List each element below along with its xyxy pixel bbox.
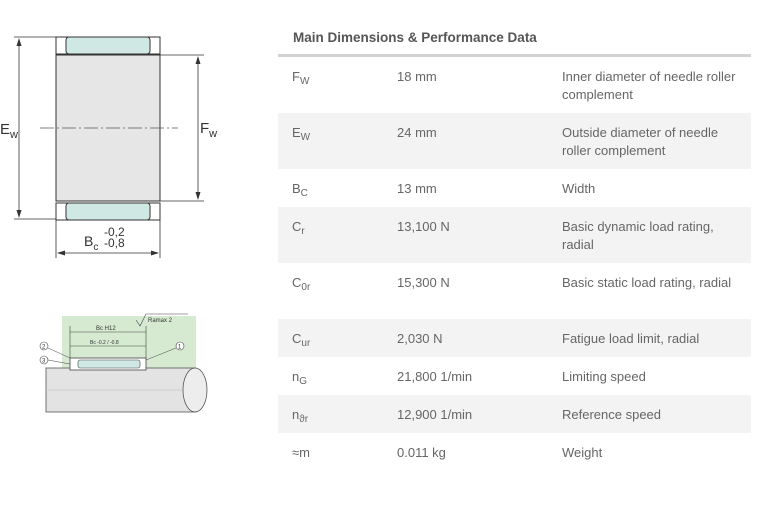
row-description: Reference speed [562, 407, 662, 422]
table-row [278, 169, 751, 207]
row-description: Basic static load rating, radial [562, 275, 732, 290]
row-description: Width [562, 181, 596, 196]
row-value: 21,800 1/min [397, 369, 473, 384]
fw-label: $F_w$ [200, 120, 218, 140]
row-description: Limiting speed [562, 369, 646, 384]
top-needle-roller [66, 37, 150, 54]
bc-tol-top: -0,2 [104, 225, 125, 239]
mount-bc-h12: Bc H12 [96, 326, 116, 332]
table-row [278, 395, 751, 433]
row-symbol: $B_C$ [292, 181, 308, 199]
row-symbol: $n_{ϑr}$ [292, 407, 309, 425]
row-symbol: $F_W$ [292, 69, 310, 87]
row-value: 13,100 N [397, 219, 450, 234]
row-description: Fatigue load limit, radial [562, 331, 700, 346]
row-symbol: $C_r$ [292, 219, 305, 237]
row-value: 0.011 kg [397, 445, 446, 460]
callout-2: 2 [42, 344, 46, 351]
row-symbol: $C_{ur}$ [292, 331, 311, 349]
mount-needle-roller [78, 360, 140, 368]
row-value: 15,300 N [397, 275, 450, 290]
row-description: Outside diameter of needle roller complement [562, 125, 719, 158]
row-description: Basic dynamic load rating, radial [562, 219, 714, 252]
callout-1: 1 [178, 344, 182, 351]
technical-drawings [0, 0, 270, 511]
table-row [278, 57, 751, 113]
bottom-needle-roller [66, 203, 150, 220]
table-row [278, 207, 751, 263]
mount-bc-tol: Bc -0.2 / -0.8 [90, 340, 119, 346]
table-row [278, 357, 751, 395]
table-row [278, 319, 751, 357]
table-row [278, 263, 751, 319]
row-description: Weight [562, 445, 603, 460]
table-row [278, 433, 751, 471]
ew-label: $E_w$ [0, 121, 18, 141]
performance-table [278, 24, 751, 471]
callout-3: 3 [42, 358, 46, 365]
mount-ramax: Ramax 2 [148, 318, 173, 324]
row-symbol: $C_{0r}$ [292, 275, 311, 293]
row-description: Inner diameter of needle roller complement [562, 69, 736, 102]
bearing-section-drawing [0, 0, 270, 511]
row-value: 12,900 1/min [397, 407, 473, 422]
row-symbol: $n_G$ [292, 369, 308, 387]
bc-tol-bottom: -0,8 [104, 236, 125, 250]
row-symbol: $E_W$ [292, 125, 311, 143]
bc-label: $B_c$ [84, 233, 99, 253]
row-value: 13 mm [397, 181, 437, 196]
row-value: 2,030 N [397, 331, 443, 346]
table-heading: Main Dimensions & Performance Data [293, 30, 537, 45]
table-row [278, 113, 751, 169]
row-value: 18 mm [397, 69, 437, 84]
row-value: 24 mm [397, 125, 437, 140]
mounting-drawing [32, 312, 232, 422]
row-symbol: ≈m [292, 445, 310, 460]
